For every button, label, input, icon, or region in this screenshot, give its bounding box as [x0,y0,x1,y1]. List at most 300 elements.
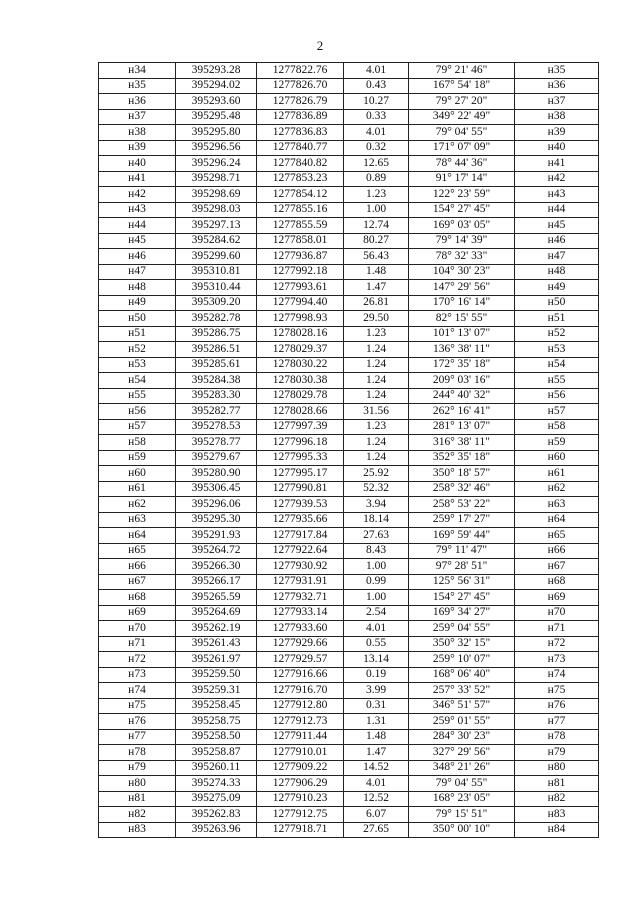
cell-bearing: 258° 53' 22" [409,497,515,513]
cell-point-to: н36 [515,78,599,94]
cell-coord-x: 395265.59 [176,590,257,606]
cell-point-from: н38 [99,125,176,141]
table-row [99,683,599,699]
cell-coord-y: 1277933.14 [257,605,344,621]
cell-point-to: н54 [515,357,599,373]
cell-coord-y: 1277995.33 [257,450,344,466]
table-row [99,807,599,823]
cell-point-to: н53 [515,342,599,358]
cell-distance: 2.54 [344,605,409,621]
cell-point-to: н40 [515,140,599,156]
cell-distance: 1.24 [344,373,409,389]
table-row [99,822,599,838]
cell-bearing: 91° 17' 14" [409,171,515,187]
cell-distance: 1.48 [344,729,409,745]
cell-point-to: н44 [515,202,599,218]
cell-bearing: 79° 27' 20" [409,94,515,110]
cell-coord-y: 1277840.77 [257,140,344,156]
cell-coord-x: 395278.53 [176,419,257,435]
cell-point-from: н57 [99,419,176,435]
cell-distance: 1.00 [344,590,409,606]
cell-coord-x: 395310.81 [176,264,257,280]
cell-bearing: 259° 17' 27" [409,512,515,528]
cell-coord-x: 395282.77 [176,404,257,420]
table-row [99,621,599,637]
cell-bearing: 327° 29' 56" [409,745,515,761]
table-row [99,373,599,389]
cell-bearing: 154° 27' 45" [409,590,515,606]
cell-point-from: н51 [99,326,176,342]
cell-bearing: 244° 40' 32" [409,388,515,404]
cell-point-from: н37 [99,109,176,125]
cell-bearing: 82° 15' 55" [409,311,515,327]
cell-coord-y: 1277910.01 [257,745,344,761]
cell-coord-x: 395286.51 [176,342,257,358]
cell-point-to: н52 [515,326,599,342]
cell-coord-y: 1277918.71 [257,822,344,838]
cell-distance: 1.24 [344,357,409,373]
cell-coord-y: 1277826.70 [257,78,344,94]
table-row [99,497,599,513]
cell-bearing: 154° 27' 45" [409,202,515,218]
cell-bearing: 79° 21' 46" [409,63,515,79]
cell-coord-x: 395284.38 [176,373,257,389]
cell-point-to: н65 [515,528,599,544]
cell-bearing: 122° 23' 59" [409,187,515,203]
cell-coord-y: 1277990.81 [257,481,344,497]
table-row [99,652,599,668]
cell-bearing: 168° 23' 05" [409,791,515,807]
cell-bearing: 257° 33' 52" [409,683,515,699]
cell-point-from: н66 [99,559,176,575]
table-row [99,202,599,218]
cell-coord-x: 395297.13 [176,218,257,234]
table-row [99,156,599,172]
table-row [99,109,599,125]
cell-coord-x: 395295.48 [176,109,257,125]
cell-coord-x: 395274.33 [176,776,257,792]
cell-point-from: н47 [99,264,176,280]
cell-point-from: н81 [99,791,176,807]
cell-distance: 0.19 [344,667,409,683]
cell-coord-x: 395258.45 [176,698,257,714]
cell-coord-y: 1277936.87 [257,249,344,265]
cell-bearing: 167° 54' 18" [409,78,515,94]
cell-coord-x: 395310.44 [176,280,257,296]
cell-coord-x: 395306.45 [176,481,257,497]
cell-distance: 1.47 [344,745,409,761]
cell-point-to: н69 [515,590,599,606]
cell-coord-x: 395262.83 [176,807,257,823]
cell-coord-y: 1277910.23 [257,791,344,807]
cell-bearing: 262° 16' 41" [409,404,515,420]
table-row [99,745,599,761]
cell-distance: 0.31 [344,698,409,714]
cell-point-to: н83 [515,807,599,823]
cell-coord-x: 395282.78 [176,311,257,327]
cell-bearing: 349° 22' 49" [409,109,515,125]
cell-distance: 26.81 [344,295,409,311]
cell-coord-y: 1277916.66 [257,667,344,683]
cell-coord-y: 1278030.22 [257,357,344,373]
cell-point-from: н53 [99,357,176,373]
cell-point-from: н50 [99,311,176,327]
cell-coord-y: 1277993.61 [257,280,344,296]
cell-coord-x: 395296.56 [176,140,257,156]
cell-point-from: н61 [99,481,176,497]
cell-bearing: 78° 32' 33" [409,249,515,265]
cell-point-from: н65 [99,543,176,559]
cell-point-from: н35 [99,78,176,94]
cell-coord-x: 395295.30 [176,512,257,528]
cell-coord-x: 395298.03 [176,202,257,218]
cell-coord-x: 395299.60 [176,249,257,265]
cell-distance: 1.24 [344,388,409,404]
cell-bearing: 171° 07' 09" [409,140,515,156]
cell-point-to: н84 [515,822,599,838]
cell-bearing: 79° 04' 55" [409,125,515,141]
table-row [99,171,599,187]
table-row [99,698,599,714]
cell-coord-y: 1277931.91 [257,574,344,590]
cell-distance: 56.43 [344,249,409,265]
cell-coord-x: 395260.11 [176,760,257,776]
cell-point-to: н78 [515,729,599,745]
cell-distance: 8.43 [344,543,409,559]
cell-point-to: н38 [515,109,599,125]
cell-bearing: 104° 30' 23" [409,264,515,280]
cell-point-to: н72 [515,636,599,652]
cell-bearing: 259° 04' 55" [409,621,515,637]
cell-point-to: н55 [515,373,599,389]
table-row [99,218,599,234]
cell-distance: 80.27 [344,233,409,249]
cell-point-to: н51 [515,311,599,327]
cell-coord-x: 395294.02 [176,78,257,94]
cell-coord-x: 395298.69 [176,187,257,203]
cell-point-from: н72 [99,652,176,668]
cell-distance: 0.43 [344,78,409,94]
table-row [99,636,599,652]
cell-point-to: н66 [515,543,599,559]
cell-distance: 4.01 [344,621,409,637]
cell-point-from: н55 [99,388,176,404]
table-row [99,574,599,590]
table-row [99,714,599,730]
table-row [99,233,599,249]
cell-bearing: 79° 15' 51" [409,807,515,823]
cell-coord-x: 395279.67 [176,450,257,466]
cell-distance: 31.56 [344,404,409,420]
table-row [99,450,599,466]
table-row [99,404,599,420]
cell-coord-x: 395291.93 [176,528,257,544]
cell-coord-y: 1278028.66 [257,404,344,420]
cell-distance: 4.01 [344,776,409,792]
cell-coord-y: 1277935.66 [257,512,344,528]
cell-distance: 1.31 [344,714,409,730]
cell-bearing: 350° 00' 10" [409,822,515,838]
cell-coord-y: 1277826.79 [257,94,344,110]
table-row [99,357,599,373]
cell-distance: 1.23 [344,326,409,342]
cell-point-from: н62 [99,497,176,513]
cell-coord-y: 1277906.29 [257,776,344,792]
cell-point-from: н70 [99,621,176,637]
cell-coord-y: 1277909.22 [257,760,344,776]
cell-coord-y: 1277912.80 [257,698,344,714]
cell-coord-x: 395263.96 [176,822,257,838]
cell-point-to: н63 [515,497,599,513]
cell-point-from: н52 [99,342,176,358]
cell-coord-y: 1277912.75 [257,807,344,823]
cell-bearing: 172° 35' 18" [409,357,515,373]
cell-distance: 1.00 [344,202,409,218]
cell-coord-y: 1277836.83 [257,125,344,141]
cell-distance: 13.14 [344,652,409,668]
cell-point-from: н71 [99,636,176,652]
cell-bearing: 346° 51' 57" [409,698,515,714]
cell-coord-y: 1277911.44 [257,729,344,745]
cell-coord-x: 395284.62 [176,233,257,249]
cell-point-from: н44 [99,218,176,234]
cell-bearing: 258° 32' 46" [409,481,515,497]
cell-coord-y: 1277992.18 [257,264,344,280]
cell-point-to: н49 [515,280,599,296]
cell-point-to: н57 [515,404,599,420]
cell-bearing: 136° 38' 11" [409,342,515,358]
table-row [99,140,599,156]
table-row [99,466,599,482]
cell-point-to: н41 [515,156,599,172]
cell-coord-y: 1277858.01 [257,233,344,249]
cell-bearing: 169° 03' 05" [409,218,515,234]
table-row [99,559,599,575]
cell-bearing: 350° 18' 57" [409,466,515,482]
cell-point-from: н60 [99,466,176,482]
cell-coord-y: 1277929.57 [257,652,344,668]
cell-coord-y: 1277939.53 [257,497,344,513]
cell-coord-y: 1277933.60 [257,621,344,637]
cell-bearing: 79° 11' 47" [409,543,515,559]
cell-coord-y: 1277853.23 [257,171,344,187]
table-row [99,776,599,792]
cell-point-to: н70 [515,605,599,621]
cell-coord-x: 395283.30 [176,388,257,404]
cell-coord-y: 1277916.70 [257,683,344,699]
cell-coord-x: 395280.90 [176,466,257,482]
cell-bearing: 259° 01' 55" [409,714,515,730]
cell-coord-y: 1277996.18 [257,435,344,451]
page-number: 2 [316,38,324,53]
cell-point-to: н67 [515,559,599,575]
cell-point-from: н48 [99,280,176,296]
cell-point-from: н77 [99,729,176,745]
cell-distance: 12.74 [344,218,409,234]
cell-bearing: 147° 29' 56" [409,280,515,296]
cell-distance: 3.94 [344,497,409,513]
cell-bearing: 101° 13' 07" [409,326,515,342]
cell-bearing: 281° 13' 07" [409,419,515,435]
table-row [99,667,599,683]
cell-point-from: н40 [99,156,176,172]
cell-point-to: н68 [515,574,599,590]
cell-point-from: н56 [99,404,176,420]
cell-coord-x: 395266.30 [176,559,257,575]
cell-coord-x: 395258.87 [176,745,257,761]
cell-distance: 3.99 [344,683,409,699]
cell-point-to: н81 [515,776,599,792]
cell-coord-x: 395261.97 [176,652,257,668]
cell-point-to: н74 [515,667,599,683]
cell-bearing: 169° 34' 27" [409,605,515,621]
coordinates-table-body [99,63,599,838]
table-row [99,435,599,451]
cell-point-to: н39 [515,125,599,141]
cell-point-to: н73 [515,652,599,668]
cell-coord-x: 395262.19 [176,621,257,637]
cell-distance: 4.01 [344,63,409,79]
cell-point-to: н45 [515,218,599,234]
cell-distance: 0.99 [344,574,409,590]
cell-distance: 27.63 [344,528,409,544]
cell-bearing: 125° 56' 31" [409,574,515,590]
cell-point-to: н47 [515,249,599,265]
cell-point-to: н76 [515,698,599,714]
cell-coord-y: 1277997.39 [257,419,344,435]
cell-coord-y: 1277822.76 [257,63,344,79]
table-row [99,481,599,497]
cell-coord-x: 395266.17 [176,574,257,590]
table-row [99,528,599,544]
table-row [99,388,599,404]
cell-distance: 52.32 [344,481,409,497]
table-row [99,791,599,807]
cell-bearing: 79° 14' 39" [409,233,515,249]
cell-distance: 1.00 [344,559,409,575]
cell-point-from: н43 [99,202,176,218]
table-row [99,729,599,745]
cell-distance: 12.65 [344,156,409,172]
table-row [99,342,599,358]
cell-distance: 0.33 [344,109,409,125]
cell-coord-y: 1277854.12 [257,187,344,203]
cell-distance: 10.27 [344,94,409,110]
cell-point-from: н64 [99,528,176,544]
table-row [99,94,599,110]
table-row [99,326,599,342]
cell-point-from: н76 [99,714,176,730]
cell-point-from: н73 [99,667,176,683]
cell-coord-y: 1277998.93 [257,311,344,327]
cell-point-to: н60 [515,450,599,466]
cell-point-from: н36 [99,94,176,110]
cell-coord-y: 1277917.84 [257,528,344,544]
cell-point-to: н59 [515,435,599,451]
cell-coord-x: 395296.06 [176,497,257,513]
cell-bearing: 168° 06' 40" [409,667,515,683]
cell-coord-y: 1277922.64 [257,543,344,559]
cell-point-from: н83 [99,822,176,838]
table-row [99,280,599,296]
cell-coord-y: 1278029.37 [257,342,344,358]
cell-coord-y: 1277929.66 [257,636,344,652]
cell-point-to: н43 [515,187,599,203]
cell-coord-x: 395259.31 [176,683,257,699]
cell-bearing: 284° 30' 23" [409,729,515,745]
cell-coord-y: 1277995.17 [257,466,344,482]
cell-point-to: н77 [515,714,599,730]
cell-point-to: н42 [515,171,599,187]
cell-distance: 1.48 [344,264,409,280]
cell-point-to: н80 [515,760,599,776]
cell-point-from: н80 [99,776,176,792]
cell-coord-x: 395264.69 [176,605,257,621]
cell-distance: 0.89 [344,171,409,187]
cell-point-from: н69 [99,605,176,621]
cell-coord-y: 1278028.16 [257,326,344,342]
cell-distance: 18.14 [344,512,409,528]
cell-distance: 1.24 [344,450,409,466]
cell-bearing: 78° 44' 36" [409,156,515,172]
cell-bearing: 209° 03' 16" [409,373,515,389]
table-row [99,512,599,528]
cell-coord-y: 1277932.71 [257,590,344,606]
cell-point-to: н56 [515,388,599,404]
cell-distance: 14.52 [344,760,409,776]
cell-point-from: н54 [99,373,176,389]
cell-point-to: н50 [515,295,599,311]
cell-coord-x: 395264.72 [176,543,257,559]
cell-bearing: 316° 38' 11" [409,435,515,451]
cell-distance: 1.23 [344,419,409,435]
cell-distance: 0.55 [344,636,409,652]
table-row [99,264,599,280]
table-row [99,419,599,435]
cell-coord-x: 395275.09 [176,791,257,807]
coordinates-table [98,62,599,838]
table-row [99,295,599,311]
cell-point-to: н46 [515,233,599,249]
cell-point-from: н78 [99,745,176,761]
table-row [99,249,599,265]
cell-point-from: н34 [99,63,176,79]
cell-point-to: н58 [515,419,599,435]
table-row [99,590,599,606]
cell-bearing: 169° 59' 44" [409,528,515,544]
cell-coord-y: 1278030.38 [257,373,344,389]
cell-distance: 29.50 [344,311,409,327]
cell-point-to: н48 [515,264,599,280]
cell-coord-x: 395293.28 [176,63,257,79]
cell-coord-x: 395261.43 [176,636,257,652]
table-row [99,125,599,141]
cell-distance: 27.65 [344,822,409,838]
cell-point-from: н42 [99,187,176,203]
cell-coord-x: 395298.71 [176,171,257,187]
cell-distance: 4.01 [344,125,409,141]
cell-distance: 6.07 [344,807,409,823]
cell-point-from: н59 [99,450,176,466]
cell-coord-y: 1277836.89 [257,109,344,125]
table-row [99,187,599,203]
cell-bearing: 352° 35' 18" [409,450,515,466]
cell-point-from: н49 [99,295,176,311]
cell-coord-y: 1278029.78 [257,388,344,404]
cell-point-to: н82 [515,791,599,807]
cell-coord-x: 395258.50 [176,729,257,745]
cell-distance: 12.52 [344,791,409,807]
